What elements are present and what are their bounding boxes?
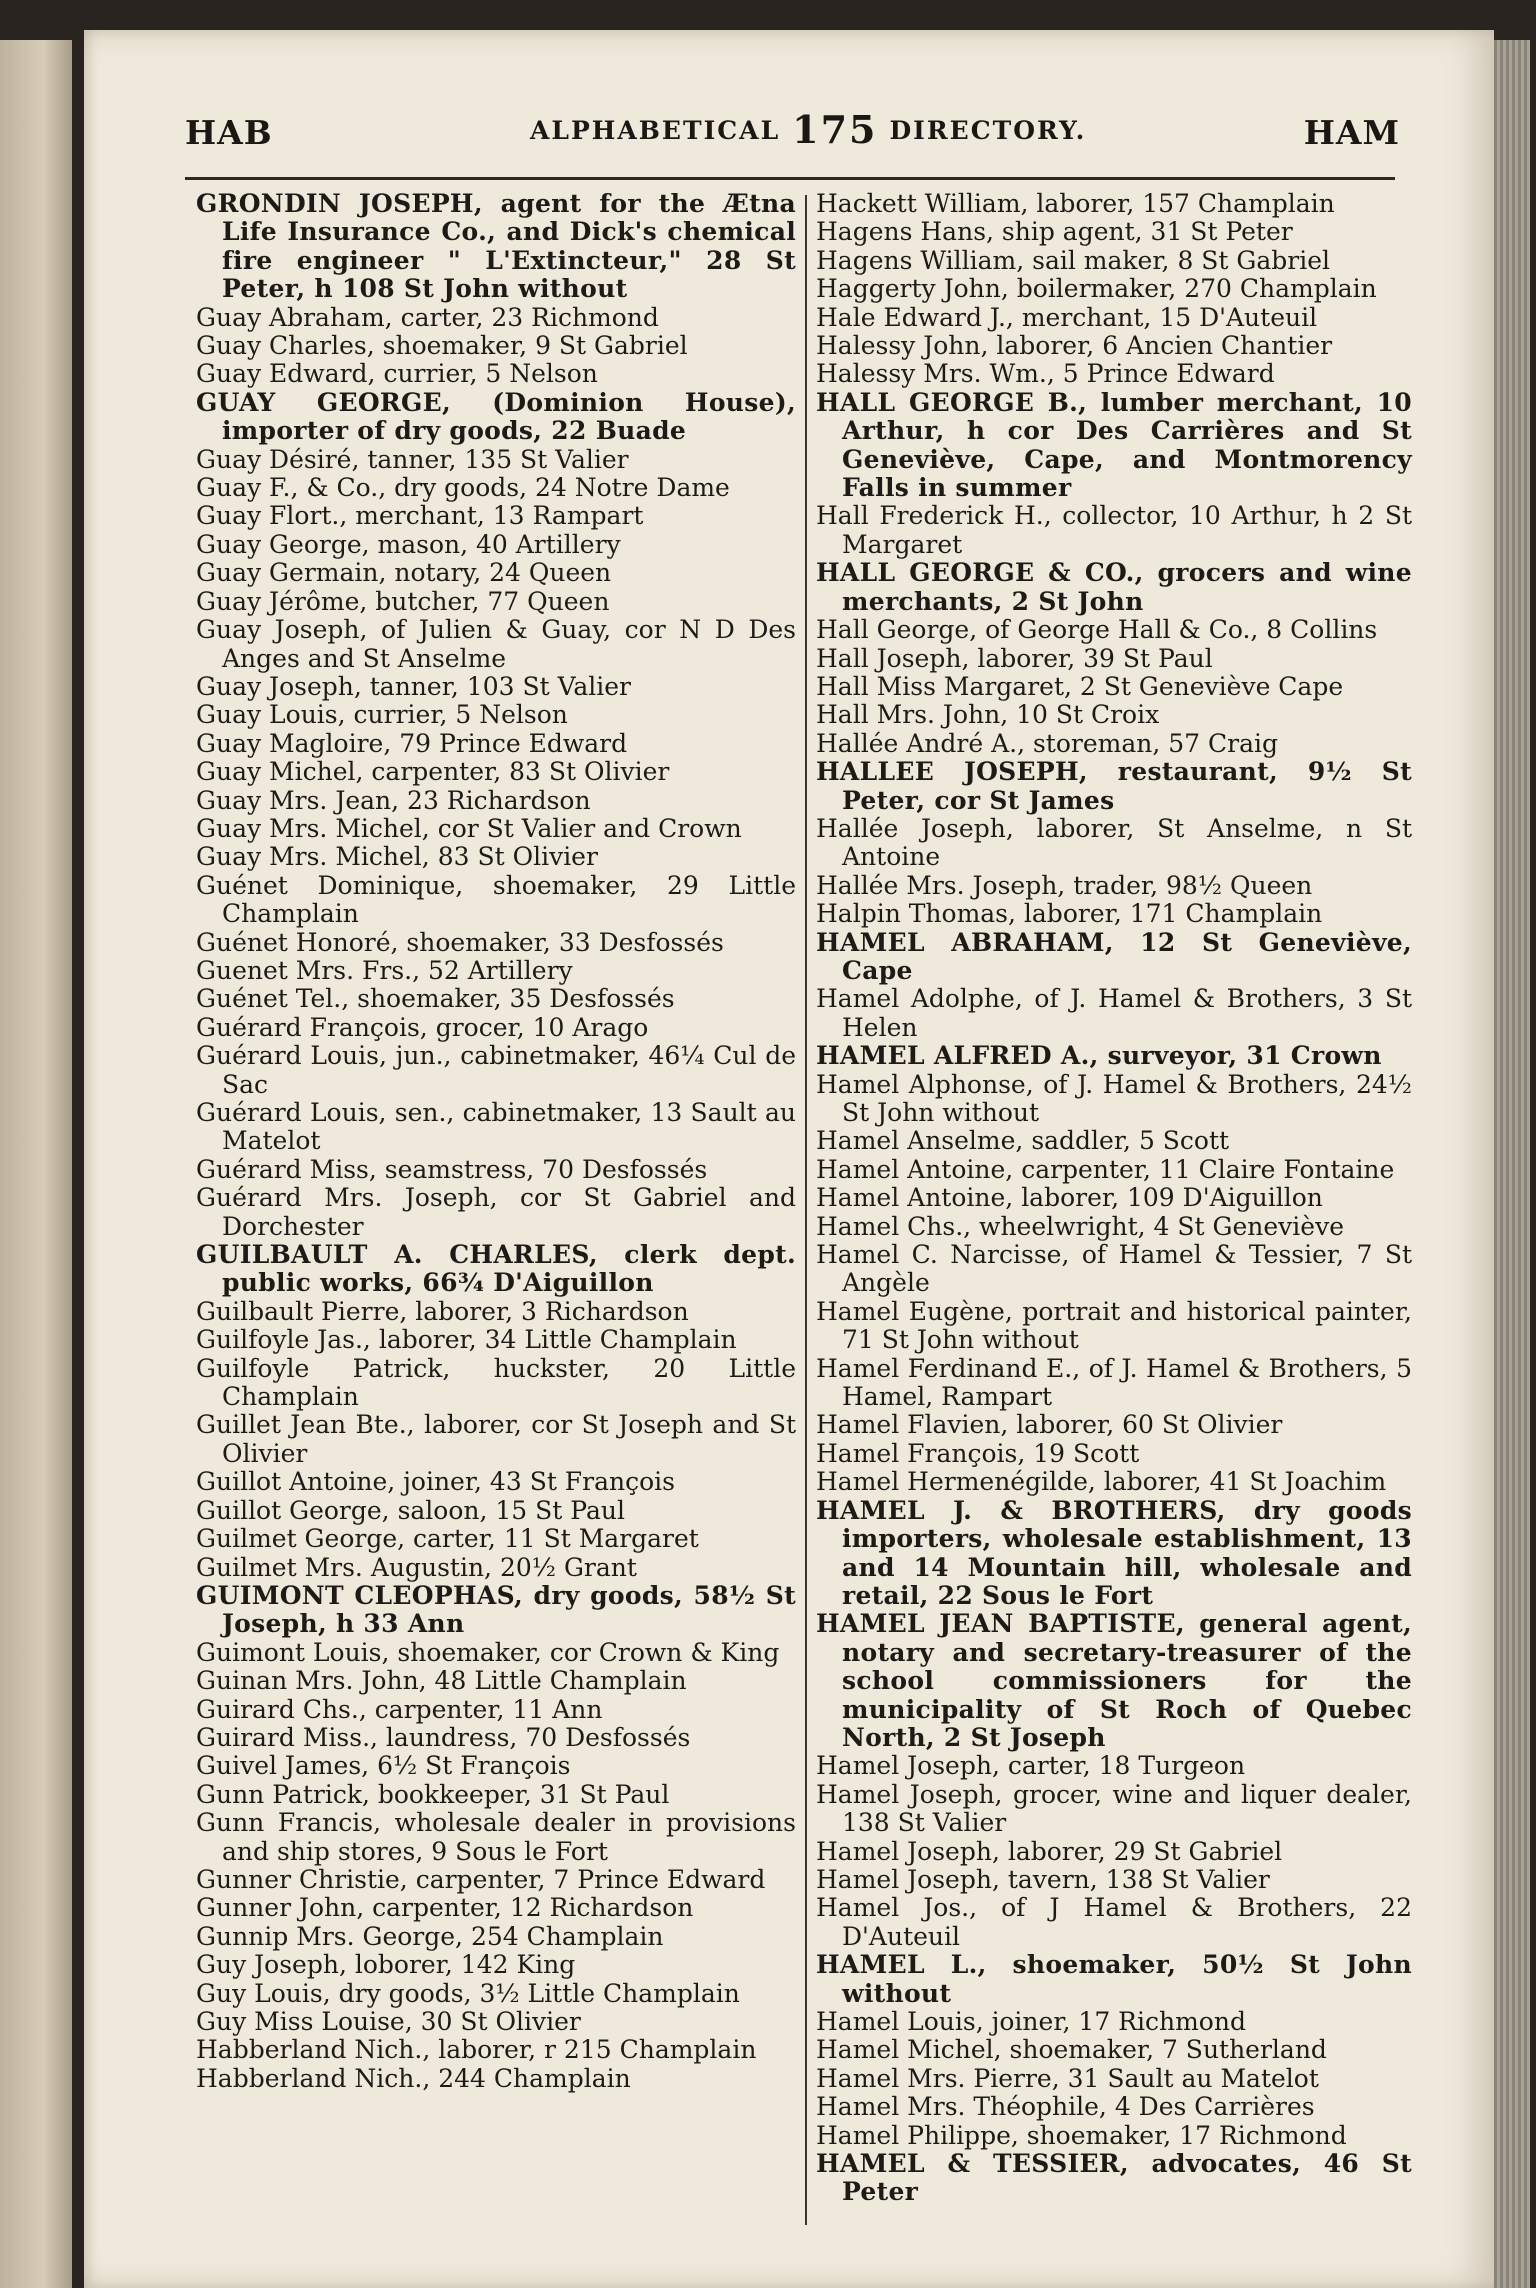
directory-entry: Guay Charles, shoemaker, 9 St Gabriel <box>196 331 688 361</box>
directory-entry: HALLEE JOSEPH, restaurant, 9½ St Peter, cor St James <box>816 757 1412 815</box>
directory-entry: HAMEL L., shoemaker, 50½ St John without <box>816 1950 1412 2008</box>
directory-entry: Guilmet Mrs. Augustin, 20½ Grant <box>196 1552 637 1582</box>
directory-entry: GUAY GEORGE, (Dominion House), importer of dry goods, 22 Buade <box>196 387 796 446</box>
directory-entry: Hamel Antoine, laborer, 109 D'Aiguillon <box>816 1183 1323 1213</box>
directory-entry: Hamel Mrs. Théophile, 4 Des Carrières <box>816 2092 1315 2122</box>
right-column <box>816 190 1412 2207</box>
directory-entry: Guirard Chs., carpenter, 11 Ann <box>196 1694 603 1724</box>
directory-entry: Guay Mrs. Michel, 83 St Olivier <box>196 842 598 872</box>
directory-entry: Guy Louis, dry goods, 3½ Little Champlain <box>196 1978 740 2008</box>
directory-entry: Hamel Joseph, laborer, 29 St Gabriel <box>816 1836 1283 1866</box>
directory-entry: Gunner Christie, carpenter, 7 Prince Edward <box>196 1864 766 1894</box>
directory-entry: GUILBAULT A. CHARLES, clerk dept. public works, 66¾ D'Aiguillon <box>196 1240 796 1298</box>
directory-entry: Hamel C. Narcisse, of Hamel & Tessier, 7 St Angèle <box>816 1240 1412 1298</box>
directory-entry: Hallée Joseph, laborer, St Anselme, n St Antoine <box>816 813 1412 872</box>
directory-entry: Guilbault Pierre, laborer, 3 Richardson <box>196 1296 689 1326</box>
header-rule <box>185 177 1395 180</box>
directory-entry: Halpin Thomas, laborer, 171 Champlain <box>816 899 1323 929</box>
header-title <box>530 103 1087 152</box>
directory-entry: HALL GEORGE & CO., grocers and wine merchants, 2 St John <box>816 558 1412 616</box>
directory-entry: Hackett William, laborer, 157 Champlain <box>816 189 1335 218</box>
page-stack-edge <box>1494 40 1530 2288</box>
directory-entry: Guay Jérôme, butcher, 77 Queen <box>196 586 610 616</box>
directory-entry: HAMEL & TESSIER, advocates, 46 St Peter <box>816 2149 1412 2207</box>
directory-entry: Hamel Joseph, grocer, wine and liquer dealer, 138 St Valier <box>816 1779 1412 1838</box>
directory-entry: Hamel Flavien, laborer, 60 St Olivier <box>816 1410 1283 1440</box>
directory-entry: Hallée André A., storeman, 57 Craig <box>816 728 1278 758</box>
directory-entry: Guénet Honoré, shoemaker, 33 Desfossés <box>196 927 724 957</box>
directory-entry: Guay Abraham, carter, 23 Richmond <box>196 302 659 332</box>
directory-entry: Guy Miss Louise, 30 St Olivier <box>196 2007 581 2036</box>
directory-entry: GRONDIN JOSEPH, agent for the Ætna Life Insurance Co., and Dick's chemical fire engineer " L'Extincteur," 28 St Peter, h 108 St John without <box>196 189 796 304</box>
directory-entry: GUIMONT CLEOPHAS, dry goods, 58½ St Joseph, h 33 Ann <box>196 1580 796 1639</box>
directory-entry: Guilfoyle Patrick, huckster, 20 Little Champlain <box>196 1353 796 1412</box>
directory-entry: Hamel Jos., of J Hamel & Brothers, 22 D'Auteuil <box>816 1893 1412 1951</box>
header-title-suffix: DIRECTORY. <box>889 116 1087 145</box>
directory-entry: Guénet Dominique, shoemaker, 29 Little Champlain <box>196 870 796 929</box>
directory-entry: Guay Joseph, of Julien & Guay, cor N D Des Anges and St Anselme <box>196 615 796 673</box>
column-divider <box>805 195 807 2225</box>
directory-entry: Halessy Mrs. Wm., 5 Prince Edward <box>816 359 1275 389</box>
directory-entry: Guay Désiré, tanner, 135 St Valier <box>196 444 629 474</box>
directory-entry: Hamel Michel, shoemaker, 7 Sutherland <box>816 2035 1327 2065</box>
directory-entry: Hall Joseph, laborer, 39 St Paul <box>816 643 1213 673</box>
directory-entry: Guénet Tel., shoemaker, 35 Desfossés <box>196 984 675 1014</box>
directory-entry: Guérard Mrs. Joseph, cor St Gabriel and Dorchester <box>196 1183 796 1241</box>
directory-entry: Guay Flort., merchant, 13 Rampart <box>196 501 644 531</box>
directory-entry: Hall Frederick H., collector, 10 Arthur, h 2 St Margaret <box>816 501 1412 559</box>
directory-entry: Hamel Joseph, tavern, 138 St Valier <box>816 1864 1270 1894</box>
directory-entry: Guérard François, grocer, 10 Arago <box>196 1012 649 1042</box>
directory-entry: Gunn Francis, wholesale dealer in provisions and ship stores, 9 Sous le Fort <box>196 1808 796 1866</box>
facing-page-edge <box>0 40 72 2288</box>
directory-entry: Guay Mrs. Michel, cor St Valier and Crown <box>196 813 742 843</box>
directory-entry: Guillot George, saloon, 15 St Paul <box>196 1495 625 1525</box>
directory-entry: Guirard Miss., laundress, 70 Desfossés <box>196 1722 691 1752</box>
directory-entry: Hamel Chs., wheelwright, 4 St Geneviève <box>816 1211 1344 1241</box>
running-header <box>100 95 1400 155</box>
directory-entry: Hamel Alphonse, of J. Hamel & Brothers, 24½ St John without <box>816 1069 1412 1127</box>
directory-entry: Guilmet George, carter, 11 St Margaret <box>196 1524 699 1554</box>
directory-entry: Guay F., & Co., dry goods, 24 Notre Dame <box>196 473 730 503</box>
directory-entry: Hamel Joseph, carter, 18 Turgeon <box>816 1751 1246 1781</box>
directory-entry: Guérard Louis, sen., cabinetmaker, 13 Sault au Matelot <box>196 1098 796 1156</box>
directory-entry: Guay Edward, currier, 5 Nelson <box>196 359 598 389</box>
directory-entry: Hamel Louis, joiner, 17 Richmond <box>816 2007 1246 2036</box>
directory-entry: Guérard Miss, seamstress, 70 Desfossés <box>196 1154 708 1184</box>
directory-entry: Guay Magloire, 79 Prince Edward <box>196 728 628 758</box>
directory-entry: Guay Michel, carpenter, 83 St Olivier <box>196 757 670 787</box>
directory-entry: Guivel James, 6½ St François <box>196 1751 571 1781</box>
directory-entry: Guilfoyle Jas., laborer, 34 Little Champlain <box>196 1325 737 1355</box>
directory-entry: Hallée Mrs. Joseph, trader, 98½ Queen <box>816 870 1313 900</box>
header-left-guide-word: HAB <box>185 113 273 152</box>
directory-entry: Hamel Antoine, carpenter, 11 Claire Fontaine <box>816 1154 1395 1184</box>
directory-entry: Guillot Antoine, joiner, 43 St François <box>196 1467 675 1497</box>
header-title-prefix: ALPHABETICAL <box>530 116 781 145</box>
directory-entry: Habberland Nich., laborer, r 215 Champlain <box>196 2035 757 2065</box>
directory-entry: Guillet Jean Bte., laborer, cor St Joseph and St Olivier <box>196 1410 796 1468</box>
left-column <box>196 190 796 2093</box>
directory-entry: Halessy John, laborer, 6 Ancien Chantier <box>816 331 1333 361</box>
directory-entry: HAMEL J. & BROTHERS, dry goods importers, wholesale establishment, 13 and 14 Mountain hill, wholesale and retail, 22 Sous le Fort <box>816 1495 1412 1610</box>
directory-entry: Guy Joseph, loborer, 142 King <box>196 1950 576 1980</box>
directory-entry: Hamel Eugène, portrait and historical painter, 71 St John without <box>816 1296 1412 1355</box>
directory-entry: Hale Edward J., merchant, 15 D'Auteuil <box>816 302 1318 332</box>
directory-entry: Hamel Philippe, shoemaker, 17 Richmond <box>816 2120 1347 2150</box>
directory-entry: Hamel Ferdinand E., of J. Hamel & Brothers, 5 Hamel, Rampart <box>816 1353 1412 1412</box>
page-number: 175 <box>792 107 878 152</box>
directory-entry: Guérard Louis, jun., cabinetmaker, 46¼ Cul de Sac <box>196 1041 796 1099</box>
directory-entry: Hall Miss Margaret, 2 St Geneviève Cape <box>816 671 1344 701</box>
directory-entry: Hagens William, sail maker, 8 St Gabriel <box>816 245 1331 275</box>
directory-entry: HALL GEORGE B., lumber merchant, 10 Arthur, h cor Des Carrières and St Geneviève, Cape, and Montmorency Falls in summer <box>816 387 1412 503</box>
directory-entry: Guay Germain, notary, 24 Queen <box>196 558 612 588</box>
directory-entry: Gunner John, carpenter, 12 Richardson <box>196 1893 694 1923</box>
directory-entry: Hamel Adolphe, of J. Hamel & Brothers, 3 St Helen <box>816 984 1412 1042</box>
directory-entry: Haggerty John, boilermaker, 270 Champlain <box>816 274 1377 304</box>
directory-entry: Gunnip Mrs. George, 254 Champlain <box>196 1921 664 1951</box>
directory-entry: Guay Mrs. Jean, 23 Richardson <box>196 785 591 815</box>
directory-entry: Habberland Nich., 244 Champlain <box>196 2063 631 2093</box>
directory-entry: Guay Joseph, tanner, 103 St Valier <box>196 671 631 701</box>
directory-entry: Gunn Patrick, bookkeeper, 31 St Paul <box>196 1779 670 1809</box>
directory-entry: Hamel Anselme, saddler, 5 Scott <box>816 1126 1230 1156</box>
directory-entry: Hagens Hans, ship agent, 31 St Peter <box>816 217 1293 247</box>
header-right-guide-word: HAM <box>1303 113 1400 152</box>
directory-entry: HAMEL JEAN BAPTISTE, general agent, notary and secretary-treasurer of the school commissioners for the municipality of St Roch of Quebec North, 2 St Joseph <box>816 1609 1412 1752</box>
directory-entry: HAMEL ABRAHAM, 12 St Geneviève, Cape <box>816 927 1412 985</box>
directory-entry: HAMEL ALFRED A., surveyor, 31 Crown <box>816 1041 1382 1071</box>
directory-entry: Hall Mrs. John, 10 St Croix <box>816 700 1160 730</box>
directory-entry: Hamel Hermenégilde, laborer, 41 St Joachim <box>816 1467 1387 1497</box>
directory-entry: Guay George, mason, 40 Artillery <box>196 529 621 559</box>
directory-entry: Guenet Mrs. Frs., 52 Artillery <box>196 955 573 985</box>
directory-entry: Hamel Mrs. Pierre, 31 Sault au Matelot <box>816 2063 1319 2093</box>
directory-entry: Guay Louis, currier, 5 Nelson <box>196 700 568 730</box>
directory-entry: Guinan Mrs. John, 48 Little Champlain <box>196 1666 687 1696</box>
directory-entry: Guimont Louis, shoemaker, cor Crown & King <box>196 1637 780 1667</box>
directory-entry: Hall George, of George Hall & Co., 8 Collins <box>816 615 1378 645</box>
directory-entry: Hamel François, 19 Scott <box>816 1438 1140 1468</box>
